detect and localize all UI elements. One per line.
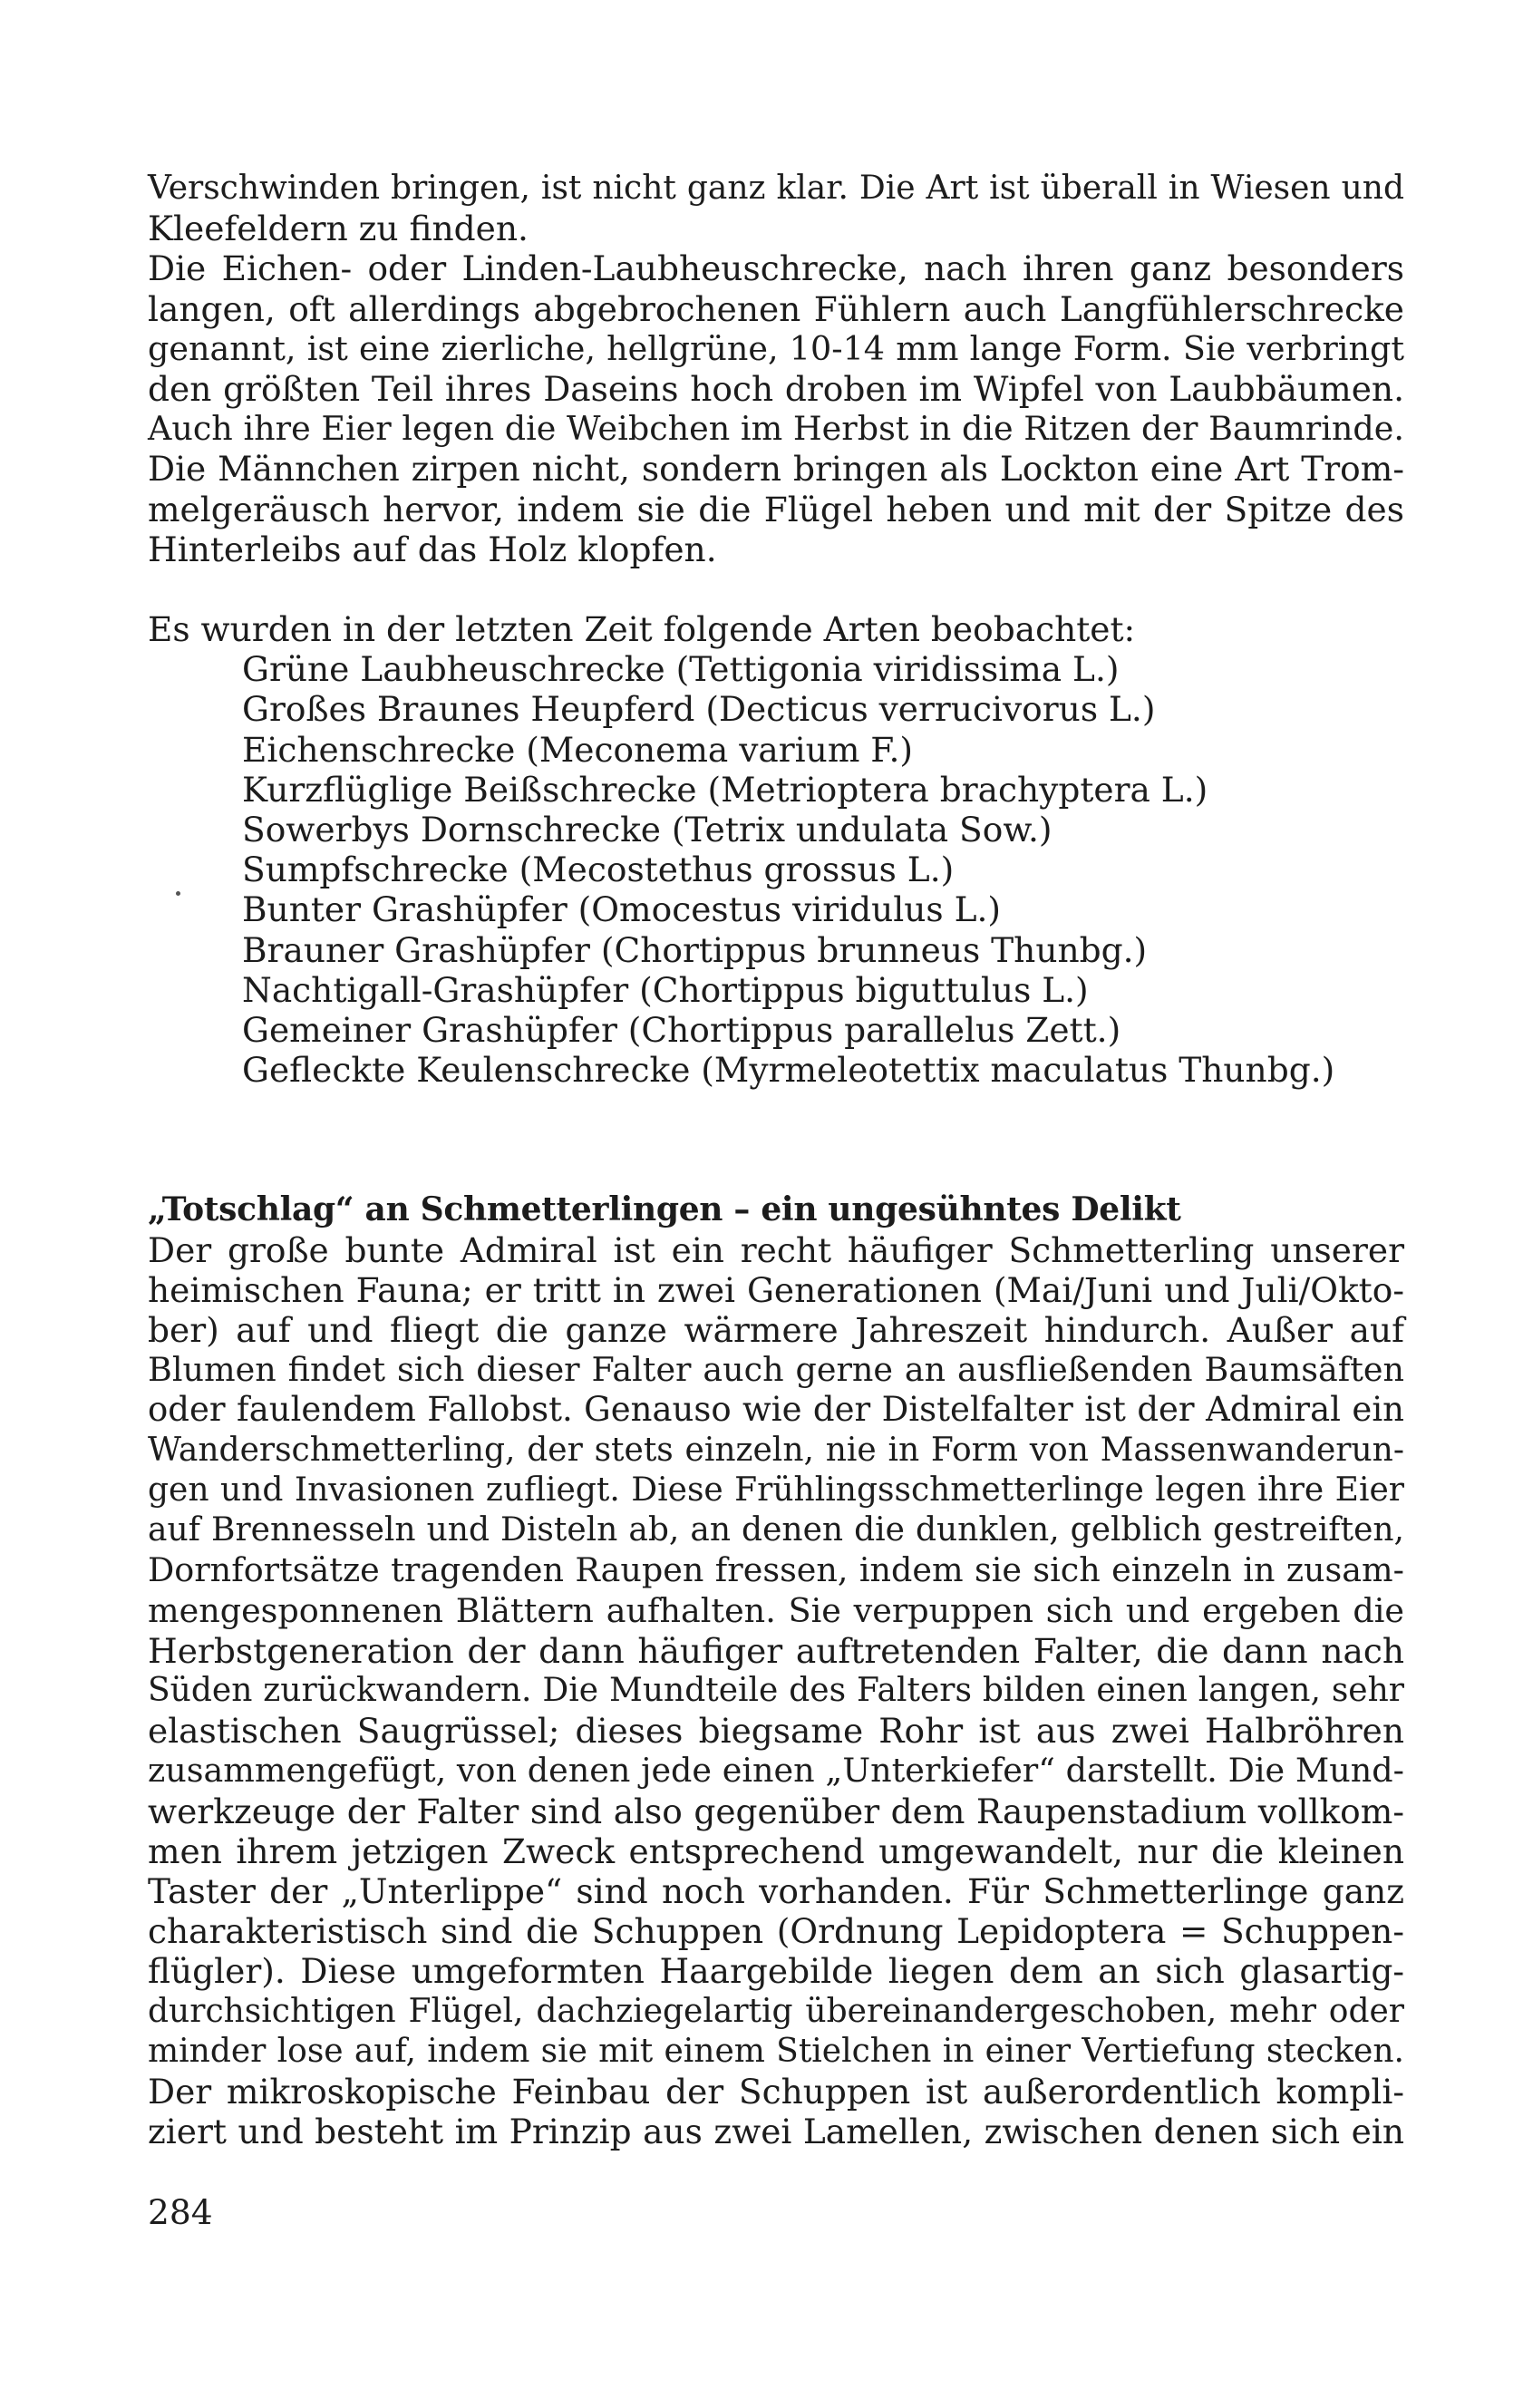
text-line: durchsichtigen Flügel, dachziegelartig übereinandergeschoben, mehr oder	[148, 1992, 1404, 2030]
species-item: Eichenschrecke (Meconema varium F.)	[242, 729, 914, 770]
species-item: Grüne Laubheuschrecke (Tettigonia viridissima L.)	[242, 649, 1120, 690]
species-item: Gemeiner Grashüpfer (Chortippus parallelus Zett.)	[242, 1010, 1121, 1051]
species-item: Sumpfschrecke (Mecostethus grossus L.)	[242, 850, 955, 890]
text-line: Blumen findet sich dieser Falter auch gerne an ausfließenden Baumsäften	[148, 1350, 1404, 1390]
species-item: Nachtigall-Grashüpfer (Chortippus biguttulus L.)	[242, 969, 1089, 1010]
text-line: werkzeuge der Falter sind also gegenüber dem Raupenstadium vollkom-	[148, 1791, 1404, 1831]
text-line: genannt, ist eine zierliche, hellgrüne, 10-14 mm lange Form. Sie verbringt	[148, 328, 1404, 368]
text-line: melgeräusch hervor, indem sie die Flügel heben und mit der Spitze des	[148, 489, 1404, 529]
text-line: auf Brennesseln und Disteln ab, an denen die dunklen, gelblich gestreiften,	[148, 1511, 1404, 1549]
text-line: ber) auf und fliegt die ganze wärmere Jahreszeit hindurch. Außer auf	[148, 1310, 1404, 1351]
text-line: Kleefeldern zu finden.	[148, 209, 529, 249]
text-line: Süden zurückwandern. Die Mundteile des Falters bilden einen langen, sehr	[148, 1671, 1404, 1709]
text-line: Der mikroskopische Feinbau der Schuppen ist außerordentlich kompli-	[148, 2071, 1404, 2112]
text-line: zusammengefügt, von denen jede einen „Unterkiefer“ darstellt. Die Mund-	[148, 1751, 1404, 1791]
text-line: oder faulendem Fallobst. Genauso wie der Distelfalter ist der Admiral ein	[148, 1390, 1404, 1430]
text-line: ziert und besteht im Prinzip aus zwei Lamellen, zwischen denen sich ein	[148, 2112, 1404, 2152]
species-item: Brauner Grashüpfer (Chortippus brunneus Thunbg.)	[242, 929, 1148, 970]
text-line: minder lose auf, indem sie mit einem Stielchen in einer Vertiefung stecken.	[148, 2032, 1404, 2070]
paragraph-eichenschrecke	[148, 248, 1404, 569]
text-line: den größten Teil ihres Daseins hoch droben im Wipfel von Laubbäumen.	[148, 369, 1404, 410]
text-line: Taster der „Unterlippe“ sind noch vorhanden. Für Schmetterlinge ganz	[148, 1870, 1404, 1911]
text-line: Wanderschmetterling, der stets einzeln, nie in Form von Massenwanderun-	[148, 1431, 1404, 1469]
text-line: men ihrem jetzigen Zweck entsprechend umgewandelt, nur die kleinen	[148, 1830, 1404, 1871]
species-item: Sowerbys Dornschrecke (Tetrix undulata Sow.)	[242, 810, 1053, 850]
text-line: Auch ihre Eier legen die Weibchen im Herbst in die Ritzen der Baumrinde.	[148, 409, 1404, 449]
text-line: Es wurden in der letzten Zeit folgende Arten beobachtet:	[148, 609, 1136, 650]
text-line: charakteristisch sind die Schuppen (Ordnung Lepidoptera = Schuppen-	[148, 1911, 1404, 1952]
text-line: gen und Invasionen zufliegt. Diese Frühlingsschmetterlinge legen ihre Eier	[148, 1471, 1404, 1509]
text-line: heimischen Fauna; er tritt in zwei Generationen (Mai/Juni und Juli/Okto-	[148, 1269, 1404, 1310]
page-body	[148, 169, 1404, 2151]
species-item: Kurzflüglige Beißschrecke (Metrioptera brachyptera L.)	[242, 769, 1208, 810]
text-line: flügler). Diese umgeformten Haargebilde liegen dem an sich glasartig-	[148, 1951, 1404, 1992]
text-line: Dornfortsätze tragenden Raupen fressen, indem sie sich einzeln in zusam-	[148, 1550, 1404, 1590]
species-item: Großes Braunes Heupferd (Decticus verrucivorus L.)	[242, 689, 1156, 730]
text-line: Verschwinden bringen, ist nicht ganz klar. Die Art ist überall in Wiesen und	[148, 170, 1404, 207]
text-line: Hinterleibs auf das Holz klopfen.	[148, 529, 717, 569]
text-line: Die Eichen- oder Linden-Laubheuschrecke, nach ihren ganz besonders	[148, 248, 1404, 289]
species-list	[148, 649, 1404, 1090]
paragraph-continuation	[148, 169, 1404, 248]
paragraph-admiral	[148, 1230, 1404, 2152]
section-heading: „Totschlag“ an Schmetterlingen – ein ungesühntes Delikt	[148, 1190, 1181, 1229]
text-line: elastischen Saugrüssel; dieses biegsame Rohr ist aus zwei Halbröhren	[148, 1711, 1404, 1752]
species-item: Bunter Grashüpfer (Omocestus viridulus L.)	[242, 889, 1002, 930]
text-line: Herbstgeneration der dann häufiger auftretenden Falter, die dann nach	[148, 1630, 1404, 1671]
text-line: langen, oft allerdings abgebrochenen Fühlern auch Langfühlerschrecke	[148, 288, 1404, 329]
text-line: mengesponnenen Blättern aufhalten. Sie verpuppen sich und ergeben die	[148, 1590, 1404, 1630]
species-item: Gefleckte Keulenschrecke (Myrmeleotettix maculatus Thunbg.)	[242, 1050, 1335, 1091]
species-intro	[148, 609, 1404, 649]
text-line: Der große bunte Admiral ist ein recht häufiger Schmetterling unserer	[148, 1229, 1404, 1270]
text-line: Die Männchen zirpen nicht, sondern bringen als Lockton eine Art Trom-	[148, 449, 1404, 490]
page-number: 284	[148, 2192, 213, 2232]
